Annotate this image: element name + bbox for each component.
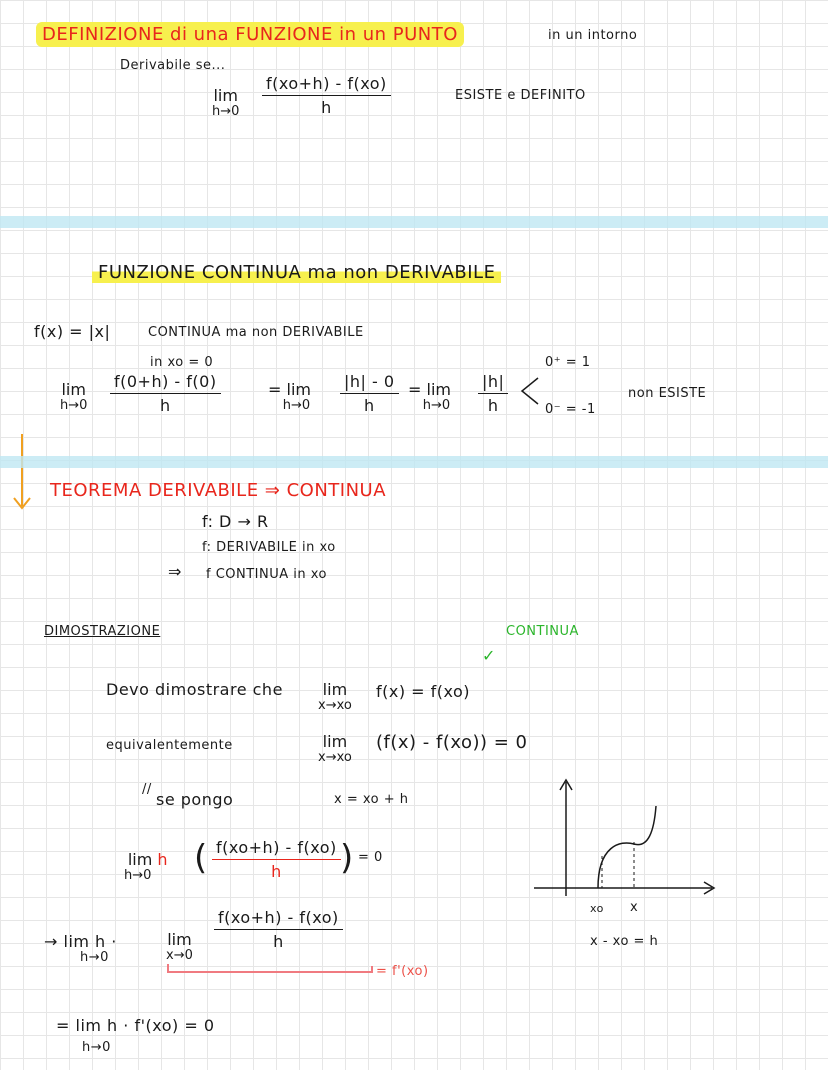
- definition-title-text: DEFINIZIONE di una FUNZIONE in un PUNTO: [36, 22, 464, 47]
- arrow-lim-h: → lim h ·: [44, 932, 117, 951]
- check-icon: ✓: [482, 646, 496, 665]
- lim-text: lim: [61, 380, 86, 399]
- lim-sub: h→0: [422, 398, 451, 413]
- theorem-title: TEOREMA DERIVABILE ⇒ CONTINUA: [50, 480, 387, 501]
- fprime-red: = f'(xo): [376, 964, 429, 979]
- lim-sub: h→0: [212, 104, 240, 119]
- arrow-down-icon: [10, 432, 34, 516]
- fraction-numerator: f(xo+h) - f(xo): [262, 74, 391, 96]
- fraction-denominator: h: [363, 396, 375, 415]
- lim-sub: h→0: [60, 398, 88, 413]
- lim-sub: x→0: [166, 948, 193, 963]
- lim-text: lim: [127, 850, 153, 869]
- fraction-derivative-def: [262, 74, 391, 117]
- derivabile-se: Derivabile se...: [120, 58, 226, 73]
- left-limit: 0⁻ = -1: [545, 402, 596, 417]
- right-limit: 0⁺ = 1: [545, 355, 591, 370]
- esiste-definito: ESISTE e DEFINITO: [455, 88, 586, 103]
- graph-curve: [598, 806, 656, 888]
- theorem-line1: f: D → R: [202, 512, 269, 531]
- theorem-implies: ⇒: [168, 562, 182, 581]
- fraction-numerator: f(xo+h) - f(xo): [212, 838, 341, 860]
- dimostrazione-title: DIMOSTRAZIONE: [44, 624, 161, 639]
- lim-h-sub: h→0: [80, 950, 109, 965]
- fraction-denominator: h: [159, 396, 171, 415]
- limit-h-1: [212, 88, 239, 120]
- fraction-denominator: h: [271, 862, 282, 881]
- h-factor: h: [157, 850, 168, 869]
- paren-open: (: [194, 838, 208, 878]
- branch-bracket: [518, 374, 542, 408]
- graph-x-label: x: [630, 900, 639, 915]
- abs-function: f(x) = |x|: [34, 322, 111, 341]
- fraction-numerator: |h| - 0: [340, 372, 399, 394]
- fraction-denominator: h: [321, 98, 332, 117]
- limit-h-2: [60, 382, 87, 414]
- continua-label: CONTINUA: [506, 624, 579, 639]
- limit-x-2: [318, 734, 352, 766]
- in-x0: in xo = 0: [150, 355, 214, 370]
- limit-x-1: [318, 682, 352, 714]
- lim-sub: x→xo: [318, 698, 352, 713]
- graph-axes: [530, 776, 720, 906]
- paren-close: ): [340, 838, 354, 878]
- lim-text: = lim: [268, 380, 311, 399]
- se-pongo: se pongo: [156, 790, 234, 809]
- lim-text: lim: [322, 680, 348, 699]
- devo-dimostrare: Devo dimostrare che: [106, 680, 283, 699]
- fraction-red: [212, 838, 341, 881]
- lim-sub: h→0: [124, 868, 152, 883]
- fraction-denominator: h: [273, 932, 284, 951]
- substitution: x = xo + h: [334, 792, 409, 807]
- section2-title: [92, 262, 501, 283]
- divider-bar-2: [0, 456, 828, 468]
- eq-zero: = 0: [358, 850, 383, 865]
- limit-h-3: [268, 382, 311, 414]
- final-sub: h→0: [82, 1040, 111, 1055]
- lim-sub: x→xo: [318, 750, 352, 765]
- divider-bar-1: [0, 216, 828, 228]
- non-esiste: non ESISTE: [628, 386, 707, 401]
- se-pongo-mark: //: [142, 782, 152, 797]
- fraction-abs-3: [478, 372, 508, 415]
- equivalentemente: equivalentemente: [106, 738, 233, 753]
- fraction-numerator: f(xo+h) - f(xo): [214, 908, 343, 930]
- lim-text: lim: [167, 930, 192, 949]
- underbrace-red: [166, 962, 376, 976]
- fraction-abs-1: [110, 372, 221, 415]
- theorem-line2: f: DERIVABILE in xo: [202, 540, 336, 555]
- definition-title: [36, 24, 464, 45]
- fraction-abs-2: [340, 372, 399, 415]
- lim-text: = lim: [408, 380, 451, 399]
- continuity-eq: f(x) = f(xo): [376, 682, 471, 701]
- fraction-derivative-2: [214, 908, 343, 951]
- equivalent-eq: (f(x) - f(xo)) = 0: [376, 732, 528, 753]
- graph-x0-label: xo: [590, 902, 604, 915]
- graph-caption: x - xo = h: [590, 934, 659, 949]
- lim-h-row: [128, 852, 168, 868]
- limit-x-3: [166, 932, 193, 964]
- section2-title-text: FUNZIONE CONTINUA ma non DERIVABILE: [92, 262, 501, 283]
- abs-function-desc: CONTINUA ma non DERIVABILE: [148, 325, 364, 340]
- definition-title-suffix: in un intorno: [548, 28, 638, 43]
- lim-text: lim: [213, 86, 238, 105]
- fraction-denominator: h: [487, 396, 499, 415]
- limit-h-5: [124, 852, 171, 884]
- final-equation: = lim h · f'(xo) = 0: [56, 1016, 215, 1035]
- limit-h-4: [408, 382, 451, 414]
- fraction-numerator: |h|: [478, 372, 508, 394]
- lim-text: lim: [322, 732, 348, 751]
- fraction-numerator: f(0+h) - f(0): [110, 372, 221, 394]
- theorem-line3: f CONTINUA in xo: [206, 567, 328, 582]
- lim-sub: h→0: [282, 398, 311, 413]
